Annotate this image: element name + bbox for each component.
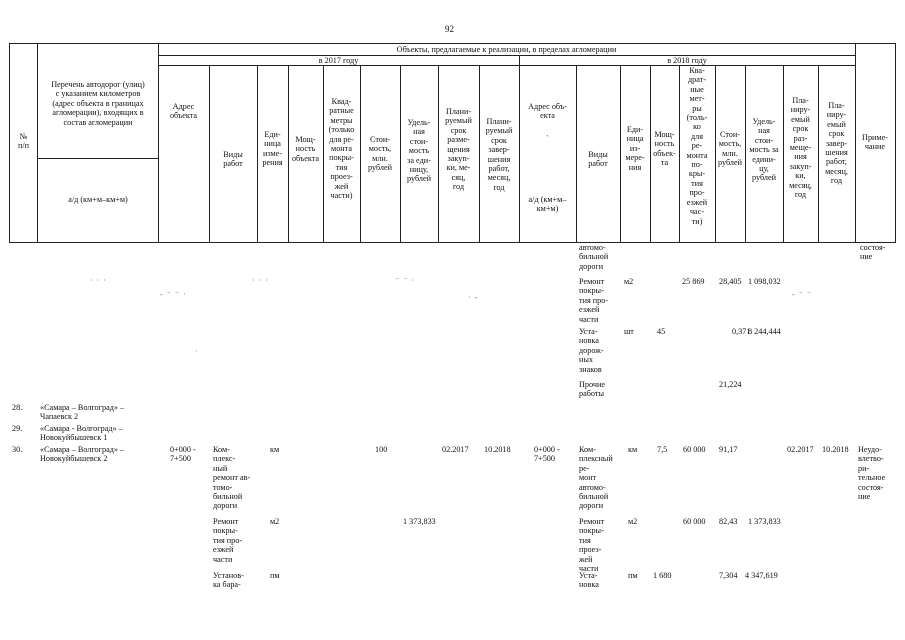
cont-works-top: автомо- бильной дороги [579,243,609,271]
header-no: № п/п [17,132,30,151]
row-30c-works-2017: Установ- ка бара- [213,571,244,590]
row-30b-unit-cost-2018: 1 373,833 [748,517,781,526]
header-year-2017: в 2017 году [318,56,359,65]
cont-r1-unit: м2 [624,277,634,286]
scan-dots: - ⁻ ⁻ · [160,290,187,299]
cont-r3-works: Прочие работы [579,380,606,399]
row-30c-cost-2018: 7,304 [719,571,738,580]
header-year-2018: в 2018 году [667,56,707,65]
row-30b-sqm-2018: 60 000 [683,517,706,526]
cont-r2-unit-cost: 8 244,444 [748,327,781,336]
row-30-address-2018: 0+000 - 7+500 [534,445,560,464]
h18-tick: ` [546,134,549,143]
row-30-finish-2018: 10.2018 [822,445,849,454]
row-30b-unit-2017: м2 [270,517,280,526]
cont-note-top: состоя- ние [860,243,886,262]
h18-finish: Пла- ниру- емый срок завер- шения работ, месяц, год [825,101,848,186]
scan-dots: · [195,347,199,356]
h17-capacity: Мощ- ность объекта [291,135,320,163]
h17-cost: Стои- мость, млн. рублей [367,135,393,173]
h18-capacity: Мощ- ность объек- та [653,130,676,168]
h17-unit-cost: Удель- ная стои- мость за еди- ницу, рублей [406,118,432,184]
h18-works: Виды работ [588,150,608,169]
row-30c-unit-2018: пм [628,571,638,580]
header-road-ad: а/д (км+м–км+м) [68,195,128,204]
row-28-name: «Самара – Волгоград» – Чапаевск 2 [40,403,125,422]
cont-r2-capacity: 45 [657,327,666,336]
row-30-works-2017: Ком- плекс- ный ремонт ав- томо- бильной дороги [213,445,251,511]
page-number: 92 [445,24,454,34]
row-30-no: 30. [12,445,23,454]
h17-unit: Еди- ница изме- рения [262,130,283,168]
row-30-cost-2018: 91,17 [719,445,738,454]
h17-address: Адрес объекта [169,102,198,121]
row-30b-works-2017: Ремонт покры- тия про- езжей части [213,517,243,564]
row-30-name: «Самара – Волгоград» – Новокуйбышевск 2 [40,445,125,464]
h17-sqm: Квад- ратные метры (только для ре- монта покры- тия проез- жей части) [328,97,355,201]
row-30-cost-2017: 100 [375,445,388,454]
h18-sqm: Ква- драт- ные мет- ры (толь- ко для ре- монта по- кры- тия про- езжей час- ти) [686,66,708,226]
row-30-procure-2017: 02.2017 [442,445,469,454]
row-30b-unit-2018: м2 [628,517,638,526]
row-30b-unit-cost-2017: 1 373,833 [403,517,436,526]
row-30-procure-2018: 02.2017 [787,445,814,454]
row-30c-unit-cost-2018: 4 347,619 [745,571,778,580]
h18-unit: Еди- ница из- мере- ния [625,125,645,172]
cont-r1-sqm: 25 869 [682,277,705,286]
row-30b-cost-2018: 82,43 [719,517,738,526]
header-top-title: Объекты, предлагаемые к реализации, в пределах агломерации [396,45,617,54]
row-30-address-2017: 0+000 - 7+500 [170,445,196,464]
row-28-no: 28. [12,403,23,412]
row-30c-unit-2017: пм [270,571,280,580]
h18-cost: Стои- мость, млн. рублей [717,130,743,168]
h17-works: Виды работ [223,150,243,169]
scan-dots: · - [468,293,479,302]
cont-r3-cost: 21,224 [719,380,742,389]
row-30c-works-2018: Уста- новка [579,571,599,590]
scan-dots: · · · [252,276,269,285]
row-30-note: Неудо- влетво- ри- тельное состоя- ние [858,445,886,502]
row-30-capacity-2018: 7,5 [657,445,668,454]
header-roads: Перечень автодорог (улиц) с указанием километров (адрес объекта в границах агломерации), входящих в состав агломерации [51,80,145,127]
h18-unit-cost: Удель- ная стои- мость за едини- цу, рублей [749,117,779,183]
scan-dots: · · · [90,276,107,285]
row-30b-works-2018: Ремонт покры- тия проез- жей части [579,517,605,574]
h18-procure: Пла- ниру- емый срок раз- меще- ния закуп- ки, месяц, год [789,96,812,200]
row-29-no: 29. [12,424,23,433]
cont-r2-unit: шт [624,327,634,336]
cont-r1-unit-cost: 1 098,032 [748,277,781,286]
h17-procure: Плани- руемый срок разме- щения закуп- ки, ме- сяц, год [445,107,472,192]
row-30-sqm-2018: 60 000 [683,445,706,454]
scan-dots: ⁻ ⁻ · [395,276,416,285]
cont-r1-cost: 28,405 [719,277,742,286]
row-30-unit-2018: км [628,445,638,454]
cont-r1-works: Ремонт покры- тия про- езжей части [579,277,609,324]
row-30-unit-2017: км [270,445,280,454]
h18-address-ad: а/д (км+м– км+м) [528,195,567,214]
row-30c-capacity-2018: 1 680 [653,571,672,580]
row-30-works-2018: Ком- плексный ре- монт автомо- бильной дороги [579,445,613,511]
header-note: Приме- чание [862,133,888,152]
h18-address: Адрес объ- екта [528,102,567,121]
scan-dots: - ⁻ ⁻ [792,290,813,299]
row-29-name: «Самара - Волгоград» – Новокуйбышевск 1 [40,424,123,443]
cont-r2-works: Уста- новка дорож- ных знаков [579,327,604,374]
cont-r2-cost: 0,371 [732,327,751,336]
row-30-finish-2017: 10.2018 [484,445,511,454]
h17-finish: Плани- руемый срок завер- шения работ, месяц, год [485,117,513,192]
